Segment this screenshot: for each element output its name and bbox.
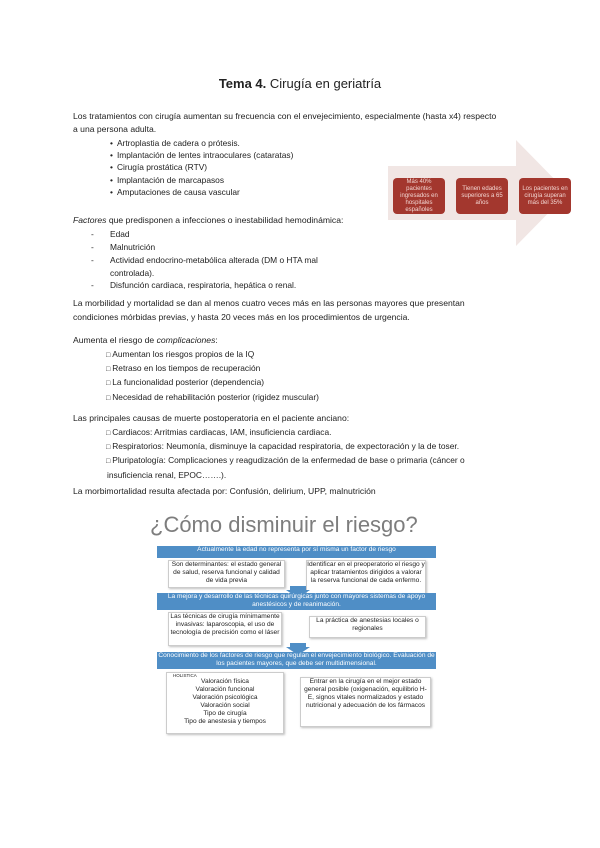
causes-heading: Las principales causas de muerte postoperatoria en el paciente anciano: bbox=[73, 413, 350, 423]
diagram-band-1: Actualmente la edad no representa por sí misma un factor de riesgo bbox=[157, 546, 436, 558]
holistic-label: HOLISTICA bbox=[173, 673, 197, 678]
diagram-card-1a: Son determinantes: el estado general de salud, reserva funcional y calidad de vida previa bbox=[168, 560, 285, 588]
diagram-card-1b: Identificar en el preoperatorio el riesgo y aplicar tratamientos dirigidos a valorar la reserva funcional de cada enfermo. bbox=[306, 560, 426, 596]
list-item: □ Necesidad de rehabilitación posterior (rigidez muscular) bbox=[106, 391, 319, 405]
morbidity-line-2: condiciones mórbidas previas, y hasta 20 veces más en los procedimientos de urgencia. bbox=[73, 312, 410, 322]
arrow-box-2: Tienen edades superiores a 65 años bbox=[456, 178, 508, 214]
arrow-box-1: Más 40% pacientes ingresados en hospitales españoles bbox=[393, 178, 445, 214]
list-item: □ Pluripatología: Complicaciones y reagudización de la enfermedad de base o primaria (cáncer o bbox=[106, 454, 465, 468]
diagram-band-3: Conocimiento de los factores de riesgo que regulan el envejecimiento biológico. Evaluación de los pacientes mayores, que debe ser multidimensional. bbox=[158, 652, 435, 667]
list-item: □ La funcionalidad posterior (dependencia) bbox=[106, 376, 319, 390]
diagram-card-3a bbox=[166, 672, 284, 734]
list-item: □ Respiratorios: Neumonía, disminuye la capacidad respiratoria, de expectoración y la de toser. bbox=[106, 440, 465, 454]
list-item: Valoración física bbox=[201, 678, 249, 685]
list-item: Valoración social bbox=[200, 702, 250, 709]
morbidity-line-1: La morbilidad y mortalidad se dan al menos cuatro veces más en las personas mayores que presentan bbox=[73, 298, 465, 308]
factors-list bbox=[110, 228, 318, 291]
arrow-box-3: Los pacientes en cirugía superan más del 35% bbox=[519, 178, 571, 214]
list-item: □ Aumentan los riesgos propios de la IQ bbox=[106, 348, 319, 362]
procedures-list bbox=[110, 137, 293, 198]
list-item: • Artroplastia de cadera o prótesis. bbox=[110, 137, 293, 149]
list-item: Valoración psicológica bbox=[192, 694, 258, 701]
morbimortality-line: La morbimortalidad resulta afectada por: Confusión, delirium, UPP, malnutrición bbox=[73, 486, 376, 496]
causes-list bbox=[106, 426, 465, 481]
complications-heading: Aumenta el riesgo de complicaciones: bbox=[73, 335, 218, 345]
diagram-card-3b: Entrar en la cirugía en el mejor estado general posible (oxigenación, equilibrio H-E, signos vitales normalizados y estado nutricional y adecuación de los fármacos bbox=[300, 677, 431, 727]
factors-heading: Factores que predisponen a infecciones o inestabilidad hemodinámica: bbox=[73, 215, 344, 225]
list-item: Tipo de anestesia y tiempos bbox=[184, 718, 266, 725]
list-item: - Edad bbox=[110, 228, 318, 240]
list-item: - Malnutrición bbox=[110, 241, 318, 253]
list-item: Tipo de cirugía bbox=[203, 710, 247, 717]
page-title: Tema 4. Cirugía en geriatría bbox=[218, 76, 382, 91]
list-item: - Actividad endocrino-metabólica alterada (DM o HTA mal bbox=[110, 254, 318, 266]
list-item: • Amputaciones de causa vascular bbox=[110, 186, 293, 198]
intro-line-1: Los tratamientos con cirugía aumentan su frecuencia con el envejecimiento, especialmente (hasta x4) respecto bbox=[73, 111, 497, 121]
list-item: - Disfunción cardiaca, respiratoria, hepática o renal. bbox=[110, 279, 318, 291]
list-item: • Implantación de marcapasos bbox=[110, 174, 293, 186]
list-item: • Cirugía prostática (RTV) bbox=[110, 161, 293, 173]
diagram-band-2: La mejora y desarrollo de las técnicas quirúrgicas junto con mayores sistemas de apoyo anestésicos y de reanimación. bbox=[157, 593, 436, 610]
complications-list bbox=[106, 348, 319, 405]
list-item-continuation: controlada). bbox=[110, 267, 155, 278]
list-item: Valoración funcional bbox=[195, 686, 255, 693]
intro-line-2: a una persona adulta. bbox=[73, 124, 157, 134]
list-item: □ Retraso en los tiempos de recuperación bbox=[106, 362, 319, 376]
diagram-card-2b: La práctica de anestesias locales o regionales bbox=[309, 616, 426, 638]
diagram-card-2a: Las técnicas de cirugía mínimamente invasivas: laparoscopia, el uso de tecnología de precisión como el láser bbox=[168, 612, 282, 646]
list-item: □ Cardiacos: Arritmias cardiacas, IAM, insuficiencia cardiaca. bbox=[106, 426, 465, 440]
list-item-continuation: insuficiencia renal, EPOC…….). bbox=[107, 469, 227, 480]
diagram-title: ¿Cómo disminuir el riesgo? bbox=[150, 512, 418, 537]
list-item: • Implantación de lentes intraoculares (cataratas) bbox=[110, 149, 293, 161]
